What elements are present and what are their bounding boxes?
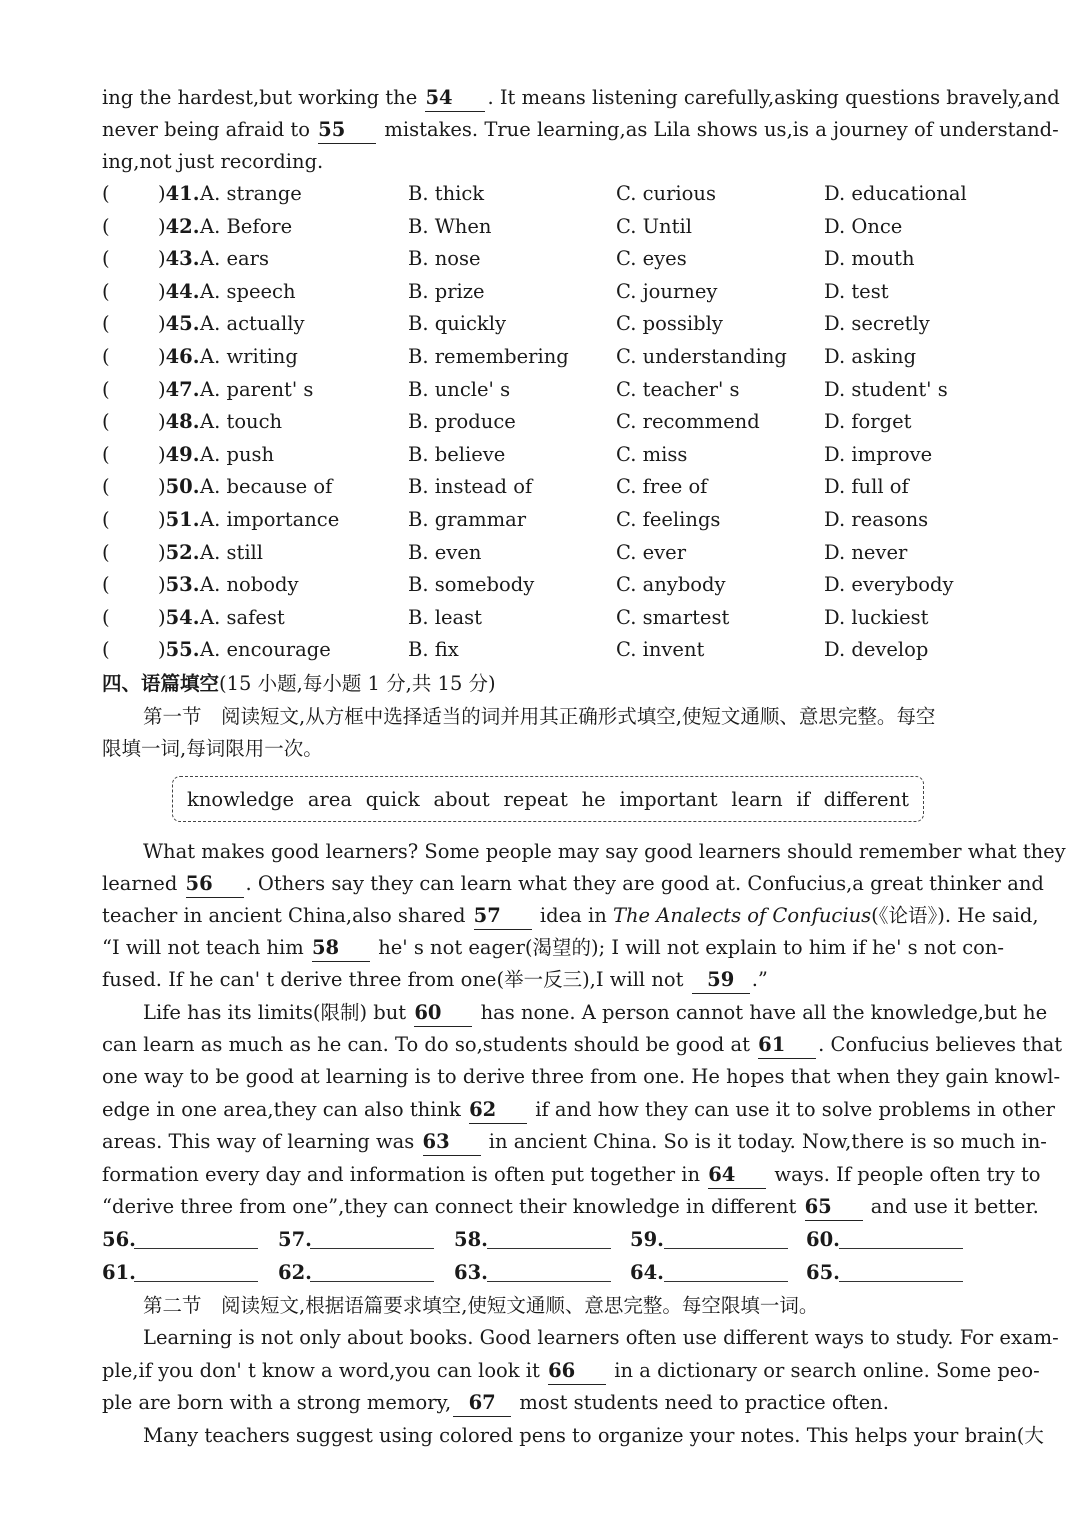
text: ple,if you don' t know a word,you can look it	[102, 1359, 540, 1382]
option-b[interactable]: B. quickly	[408, 312, 506, 336]
question-num: 51.	[165, 508, 200, 531]
answer-number: 57.	[278, 1228, 312, 1251]
answer-paren-open[interactable]: (	[102, 247, 110, 271]
option-d[interactable]: D. asking	[824, 345, 917, 368]
word-box-item: repeat	[503, 787, 568, 811]
passage-line: one way to be good at learning is to derive three from one. He hopes that when they gain knowl-	[102, 1065, 1061, 1088]
option-d[interactable]: D. everybody	[824, 573, 954, 597]
passage-line	[102, 1094, 1056, 1126]
option-b[interactable]: B. produce	[408, 410, 516, 434]
question-number	[158, 439, 200, 471]
blank-60[interactable]: 60	[414, 1000, 472, 1027]
answer-paren-open[interactable]: (	[102, 475, 110, 499]
text: most students need to practice often.	[519, 1391, 889, 1414]
answer-line-64[interactable]	[664, 1281, 788, 1282]
answer-paren-open[interactable]: (	[102, 279, 110, 303]
passage-line	[102, 1029, 1063, 1061]
answer-paren-close: )	[158, 540, 166, 564]
option-d[interactable]: D. develop	[824, 638, 929, 662]
option-c[interactable]: C. ever	[616, 540, 687, 564]
option-d[interactable]: D. test	[824, 279, 889, 303]
text: he' s not eager(渴望的); I will not explain to him if he' s not con-	[378, 936, 1005, 959]
section-heading	[102, 668, 496, 700]
question-number	[158, 178, 200, 210]
text: “I will not teach him	[102, 936, 304, 959]
answer-line-63[interactable]	[487, 1281, 611, 1282]
answer-line-59[interactable]	[664, 1248, 788, 1249]
blank-58[interactable]: 58	[312, 935, 370, 962]
passage-line	[102, 868, 1044, 900]
blank-56[interactable]: 56	[186, 871, 244, 898]
word-box-item: quick	[365, 787, 420, 811]
option-c[interactable]: C. anybody	[616, 573, 726, 597]
answer-paren-close: )	[158, 605, 166, 629]
passage-line	[102, 114, 1059, 146]
option-b[interactable]: B. even	[408, 540, 482, 564]
answer-paren-open[interactable]: (	[102, 410, 110, 434]
question-number	[158, 504, 200, 536]
word-box-item: if	[796, 787, 810, 811]
question-num: 50.	[165, 475, 200, 499]
question-num: 41.	[165, 182, 200, 205]
text: if and how they can use it to solve problems in other	[535, 1098, 1056, 1121]
answer-number: 58.	[454, 1228, 488, 1251]
passage-line	[102, 1387, 1000, 1419]
answer-paren-close: )	[158, 312, 166, 336]
answer-paren-close: )	[158, 508, 166, 531]
option-a[interactable]: A. nobody	[200, 573, 299, 597]
option-d[interactable]: D. full of	[824, 475, 909, 499]
option-a[interactable]: A. because of	[200, 475, 333, 499]
word-box-item: important	[619, 787, 718, 811]
option-b[interactable]: B. remembering	[408, 345, 569, 368]
blank-63[interactable]: 63	[423, 1129, 481, 1156]
option-a[interactable]: A. Before	[200, 214, 293, 238]
question-num: 55.	[165, 638, 200, 662]
answer-row	[102, 1257, 1002, 1289]
option-c[interactable]: C. teacher' s	[616, 377, 740, 401]
option-b[interactable]: B. grammar	[408, 508, 527, 531]
option-d[interactable]: D. educational	[824, 182, 967, 205]
option-a[interactable]: A. ears	[200, 247, 269, 271]
answer-number: 65.	[806, 1261, 840, 1284]
question-num: 43.	[165, 247, 200, 271]
option-a[interactable]: A. speech	[200, 279, 296, 303]
answer-paren-open[interactable]: (	[102, 214, 110, 238]
text: areas. This way of learning was	[102, 1130, 415, 1153]
answer-paren-close: )	[158, 247, 166, 271]
answer-paren-close: )	[158, 442, 166, 466]
section-rules: (15 小题,每小题 1 分,共 15 分)	[219, 672, 496, 695]
question-num: 45.	[165, 312, 200, 336]
question-number	[158, 602, 200, 634]
option-a[interactable]: A. strange	[200, 182, 302, 205]
answer-line-62[interactable]	[310, 1281, 434, 1282]
question-num: 54.	[165, 605, 200, 629]
text: edge in one area,they can also think	[102, 1098, 461, 1121]
option-a[interactable]: A. writing	[200, 345, 298, 368]
answer-number: 59.	[630, 1228, 664, 1251]
answer-paren-open[interactable]: (	[102, 312, 110, 336]
answer-line-65[interactable]	[839, 1281, 963, 1282]
answer-number: 63.	[454, 1261, 488, 1284]
answer-paren-close: )	[158, 345, 166, 368]
question-num: 44.	[165, 279, 200, 303]
text: fused. If he can' t derive three from one(举一反三),I will not	[102, 968, 684, 991]
answer-paren-open[interactable]: (	[102, 442, 110, 466]
option-d[interactable]: D. never	[824, 540, 908, 564]
book-title: The Analects of Confucius	[612, 904, 872, 927]
option-b[interactable]: B. nose	[408, 247, 481, 271]
answer-line-60[interactable]	[839, 1248, 963, 1249]
word-box-item: learn	[731, 787, 783, 811]
passage-line	[102, 1191, 1039, 1223]
blank-57[interactable]: 57	[474, 903, 532, 930]
option-c[interactable]: C. feelings	[616, 508, 721, 531]
blank-66[interactable]: 66	[548, 1358, 606, 1385]
passage-line	[102, 900, 1039, 932]
question-num: 46.	[165, 345, 200, 368]
option-b[interactable]: B. least	[408, 605, 482, 629]
option-c[interactable]: C. Until	[616, 214, 692, 238]
text: ple are born with a strong memory,	[102, 1391, 452, 1414]
blank-65[interactable]: 65	[805, 1194, 863, 1221]
question-number	[158, 471, 200, 503]
question-number	[158, 537, 200, 569]
passage-line	[102, 82, 1060, 114]
word-box	[172, 776, 924, 822]
text: Life has its limits(限制) but	[143, 1001, 407, 1024]
option-a[interactable]: A. importance	[200, 508, 340, 531]
text: . Confucius believes that	[818, 1033, 1063, 1056]
answer-number: 64.	[630, 1261, 664, 1284]
part1-instructions: 第一节 阅读短文,从方框中选择适当的词并用其正确形式填空,使短文通顺、意思完整。每空	[143, 705, 936, 728]
answer-paren-open[interactable]: (	[102, 508, 110, 531]
answer-paren-open[interactable]: (	[102, 540, 110, 564]
answer-paren-close: )	[158, 182, 166, 205]
word-box-item: area	[307, 787, 352, 811]
answer-paren-close: )	[158, 475, 166, 499]
answer-paren-close: )	[158, 638, 166, 662]
question-number	[158, 634, 200, 666]
answer-number: 60.	[806, 1228, 840, 1251]
option-c[interactable]: C. possibly	[616, 312, 723, 336]
answer-paren-close: )	[158, 377, 166, 401]
option-b[interactable]: B. uncle' s	[408, 377, 511, 401]
blank-67[interactable]: 67	[453, 1390, 511, 1417]
passage-line	[102, 932, 1005, 964]
blank-62[interactable]: 62	[469, 1097, 527, 1124]
section-title: 四、语篇填空	[102, 672, 220, 695]
text: formation every day and information is often put together in	[102, 1163, 701, 1186]
question-num: 49.	[165, 442, 200, 466]
answer-paren-open[interactable]: (	[102, 638, 110, 662]
option-d[interactable]: D. Once	[824, 214, 903, 238]
option-c[interactable]: C. journey	[616, 279, 718, 303]
answer-paren-open[interactable]: (	[102, 377, 110, 401]
text: has none. A person cannot have all the knowledge,but he	[480, 1001, 1048, 1024]
question-number	[158, 243, 200, 275]
option-b[interactable]: B. instead of	[408, 475, 533, 499]
blank-54[interactable]: 54	[425, 85, 485, 112]
answer-number: 56.	[102, 1228, 136, 1251]
text: teacher in ancient China,also shared	[102, 904, 466, 927]
answer-paren-close: )	[158, 214, 166, 238]
answer-paren-open[interactable]: (	[102, 182, 110, 205]
blank-59[interactable]: 59	[692, 967, 750, 994]
answer-paren-close: )	[158, 279, 166, 303]
option-a[interactable]: A. parent' s	[200, 377, 314, 401]
passage-line: Learning is not only about books. Good learners often use different ways to study. For exam-	[143, 1326, 1059, 1349]
text: idea in	[539, 904, 607, 927]
option-b[interactable]: B. somebody	[408, 573, 535, 597]
text: (《论语》). He said,	[871, 904, 1039, 927]
question-num: 47.	[165, 377, 200, 401]
word-box-item: he	[581, 787, 606, 811]
question-number	[158, 406, 200, 438]
option-a[interactable]: A. touch	[200, 410, 283, 434]
option-b[interactable]: B. When	[408, 214, 492, 238]
text: in ancient China. So is it today. Now,there is so much in-	[488, 1130, 1047, 1153]
option-c[interactable]: C. miss	[616, 442, 688, 466]
question-number	[158, 569, 200, 601]
answer-paren-open[interactable]: (	[102, 605, 110, 629]
text: ways. If people often try to	[774, 1163, 1041, 1186]
word-box-item: different	[823, 787, 909, 811]
option-b[interactable]: B. believe	[408, 442, 506, 466]
question-number	[158, 276, 200, 308]
option-a[interactable]: A. push	[200, 442, 275, 466]
text: . Others say they can learn what they are good at. Confucius,a great thinker and	[245, 872, 1044, 895]
question-num: 52.	[165, 540, 200, 564]
answer-line-57[interactable]	[310, 1248, 434, 1249]
option-d[interactable]: D. forget	[824, 410, 912, 434]
answer-row	[102, 1224, 1002, 1256]
text: .”	[751, 968, 768, 991]
blank-61[interactable]: 61	[758, 1032, 816, 1059]
option-c[interactable]: C. eyes	[616, 247, 687, 271]
text: can learn as much as he can. To do so,students should be good at	[102, 1033, 750, 1056]
option-a[interactable]: A. still	[200, 540, 264, 564]
option-c[interactable]: C. understanding	[616, 345, 787, 368]
answer-number: 61.	[102, 1261, 136, 1284]
option-a[interactable]: A. encourage	[200, 638, 331, 662]
question-number	[158, 211, 200, 243]
blank-64[interactable]: 64	[708, 1162, 766, 1189]
option-a[interactable]: A. actually	[200, 312, 305, 336]
part2-instructions: 第二节 阅读短文,根据语篇要求填空,使短文通顺、意思完整。每空限填一词。	[143, 1294, 819, 1317]
option-c[interactable]: C. curious	[616, 182, 716, 205]
option-d[interactable]: D. mouth	[824, 247, 915, 271]
text: “derive three from one”,they can connect their knowledge in different	[102, 1195, 797, 1218]
answer-paren-close: )	[158, 410, 166, 434]
blank-55[interactable]: 55	[318, 117, 376, 144]
text: never being afraid to	[102, 118, 310, 141]
passage-line: Many teachers suggest using colored pens to organize your notes. This helps your brain(大	[143, 1424, 1044, 1447]
option-b[interactable]: B. thick	[408, 182, 485, 205]
passage-line	[102, 1159, 1041, 1191]
option-c[interactable]: C. invent	[616, 638, 705, 662]
option-d[interactable]: D. secretly	[824, 312, 930, 336]
option-d[interactable]: D. improve	[824, 442, 933, 466]
answer-line-56[interactable]	[134, 1248, 258, 1249]
option-c[interactable]: C. recommend	[616, 410, 760, 434]
passage-line: ing,not just recording.	[102, 150, 324, 173]
option-b[interactable]: B. fix	[408, 638, 459, 662]
text: . It means listening carefully,asking questions bravely,and	[487, 86, 1060, 109]
answer-line-58[interactable]	[487, 1248, 611, 1249]
passage-line	[102, 1355, 1040, 1387]
answer-line-61[interactable]	[134, 1281, 258, 1282]
passage-line	[143, 997, 1048, 1029]
option-d[interactable]: D. luckiest	[824, 605, 929, 629]
question-number	[158, 341, 200, 373]
word-box-item: knowledge	[187, 787, 295, 811]
answer-paren-open[interactable]: (	[102, 573, 110, 597]
question-num: 53.	[165, 573, 200, 597]
answer-paren-open[interactable]: (	[102, 345, 110, 368]
part1-instructions-cont: 限填一词,每词限用一次。	[102, 737, 323, 760]
option-c[interactable]: C. free of	[616, 475, 708, 499]
question-num: 42.	[165, 214, 200, 238]
question-number	[158, 374, 200, 406]
text: learned	[102, 872, 178, 895]
answer-paren-close: )	[158, 573, 166, 597]
question-number	[158, 308, 200, 340]
passage-line: What makes good learners? Some people may say good learners should remember what they	[143, 840, 1066, 863]
option-d[interactable]: D. reasons	[824, 508, 929, 531]
passage-line	[102, 1126, 1047, 1158]
option-a[interactable]: A. safest	[200, 605, 285, 629]
text: and use it better.	[870, 1195, 1039, 1218]
option-d[interactable]: D. student' s	[824, 377, 948, 401]
question-num: 48.	[165, 410, 200, 434]
answer-number: 62.	[278, 1261, 312, 1284]
word-box-item: about	[433, 787, 490, 811]
text: in a dictionary or search online. Some peo-	[614, 1359, 1040, 1382]
option-b[interactable]: B. prize	[408, 279, 485, 303]
text: mistakes. True learning,as Lila shows us,is a journey of understand-	[384, 118, 1059, 141]
passage-line	[102, 964, 1000, 996]
option-c[interactable]: C. smartest	[616, 605, 730, 629]
text: ing the hardest,but working the	[102, 86, 418, 109]
